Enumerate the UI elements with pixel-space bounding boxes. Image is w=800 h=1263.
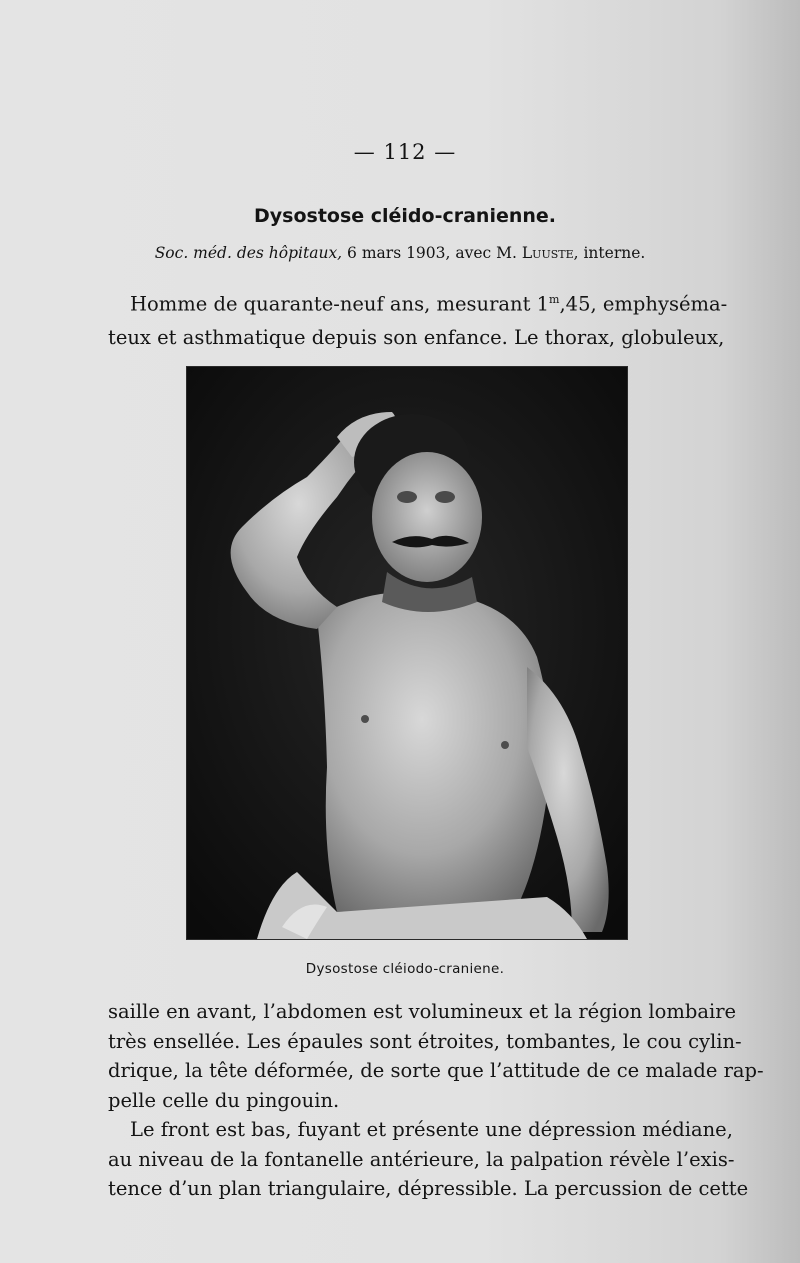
- paragraph-line: drique, la tête déformée, de sorte que l’attitude de ce malade rap-: [108, 1059, 764, 1082]
- text-run: Homme de quarante-neuf ans, mesurant 1: [130, 292, 550, 316]
- paragraph-line: tence d’un plan triangulaire, dépressible. La percussion de cette: [108, 1177, 749, 1200]
- paragraph-line: saille en avant, l’abdomen est volumineux et la région lombaire: [108, 1000, 737, 1023]
- paragraph-line: [108, 283, 728, 321]
- citation-role: , interne.: [573, 244, 646, 262]
- citation-journal: Soc. méd. des hôpitaux,: [154, 244, 343, 262]
- citation-date: 6 mars 1903, avec M.: [342, 244, 522, 262]
- text-run: ,45, emphyséma-: [559, 292, 728, 316]
- paragraph-line: teux et asthmatique depuis son enfance. Le thorax, globuleux,: [108, 325, 725, 349]
- paragraph-line: Le front est bas, fuyant et présente une dépression médiane,: [130, 1118, 733, 1141]
- patient-photograph: [186, 366, 628, 940]
- paragraph-line: pelle celle du pingouin.: [108, 1088, 340, 1112]
- citation-line: [0, 244, 800, 262]
- citation-author: Luuste: [521, 244, 574, 262]
- paragraph-line: très ensellée. Les épaules sont étroites, tombantes, le cou cylin-: [108, 1029, 742, 1053]
- superscript-unit: m: [549, 293, 560, 306]
- paragraph-bottom: [108, 997, 764, 1204]
- figure-caption: Dysostose cléiodo-craniene.: [305, 961, 505, 977]
- paragraph-line: au niveau de la fontanelle antérieure, la palpation révèle l’exis-: [108, 1147, 735, 1171]
- page-number: — 112 —: [353, 140, 457, 164]
- photo-illustration: [187, 367, 627, 939]
- article-title: Dysostose cléido-cranienne.: [253, 205, 557, 227]
- paragraph-top: [108, 283, 728, 354]
